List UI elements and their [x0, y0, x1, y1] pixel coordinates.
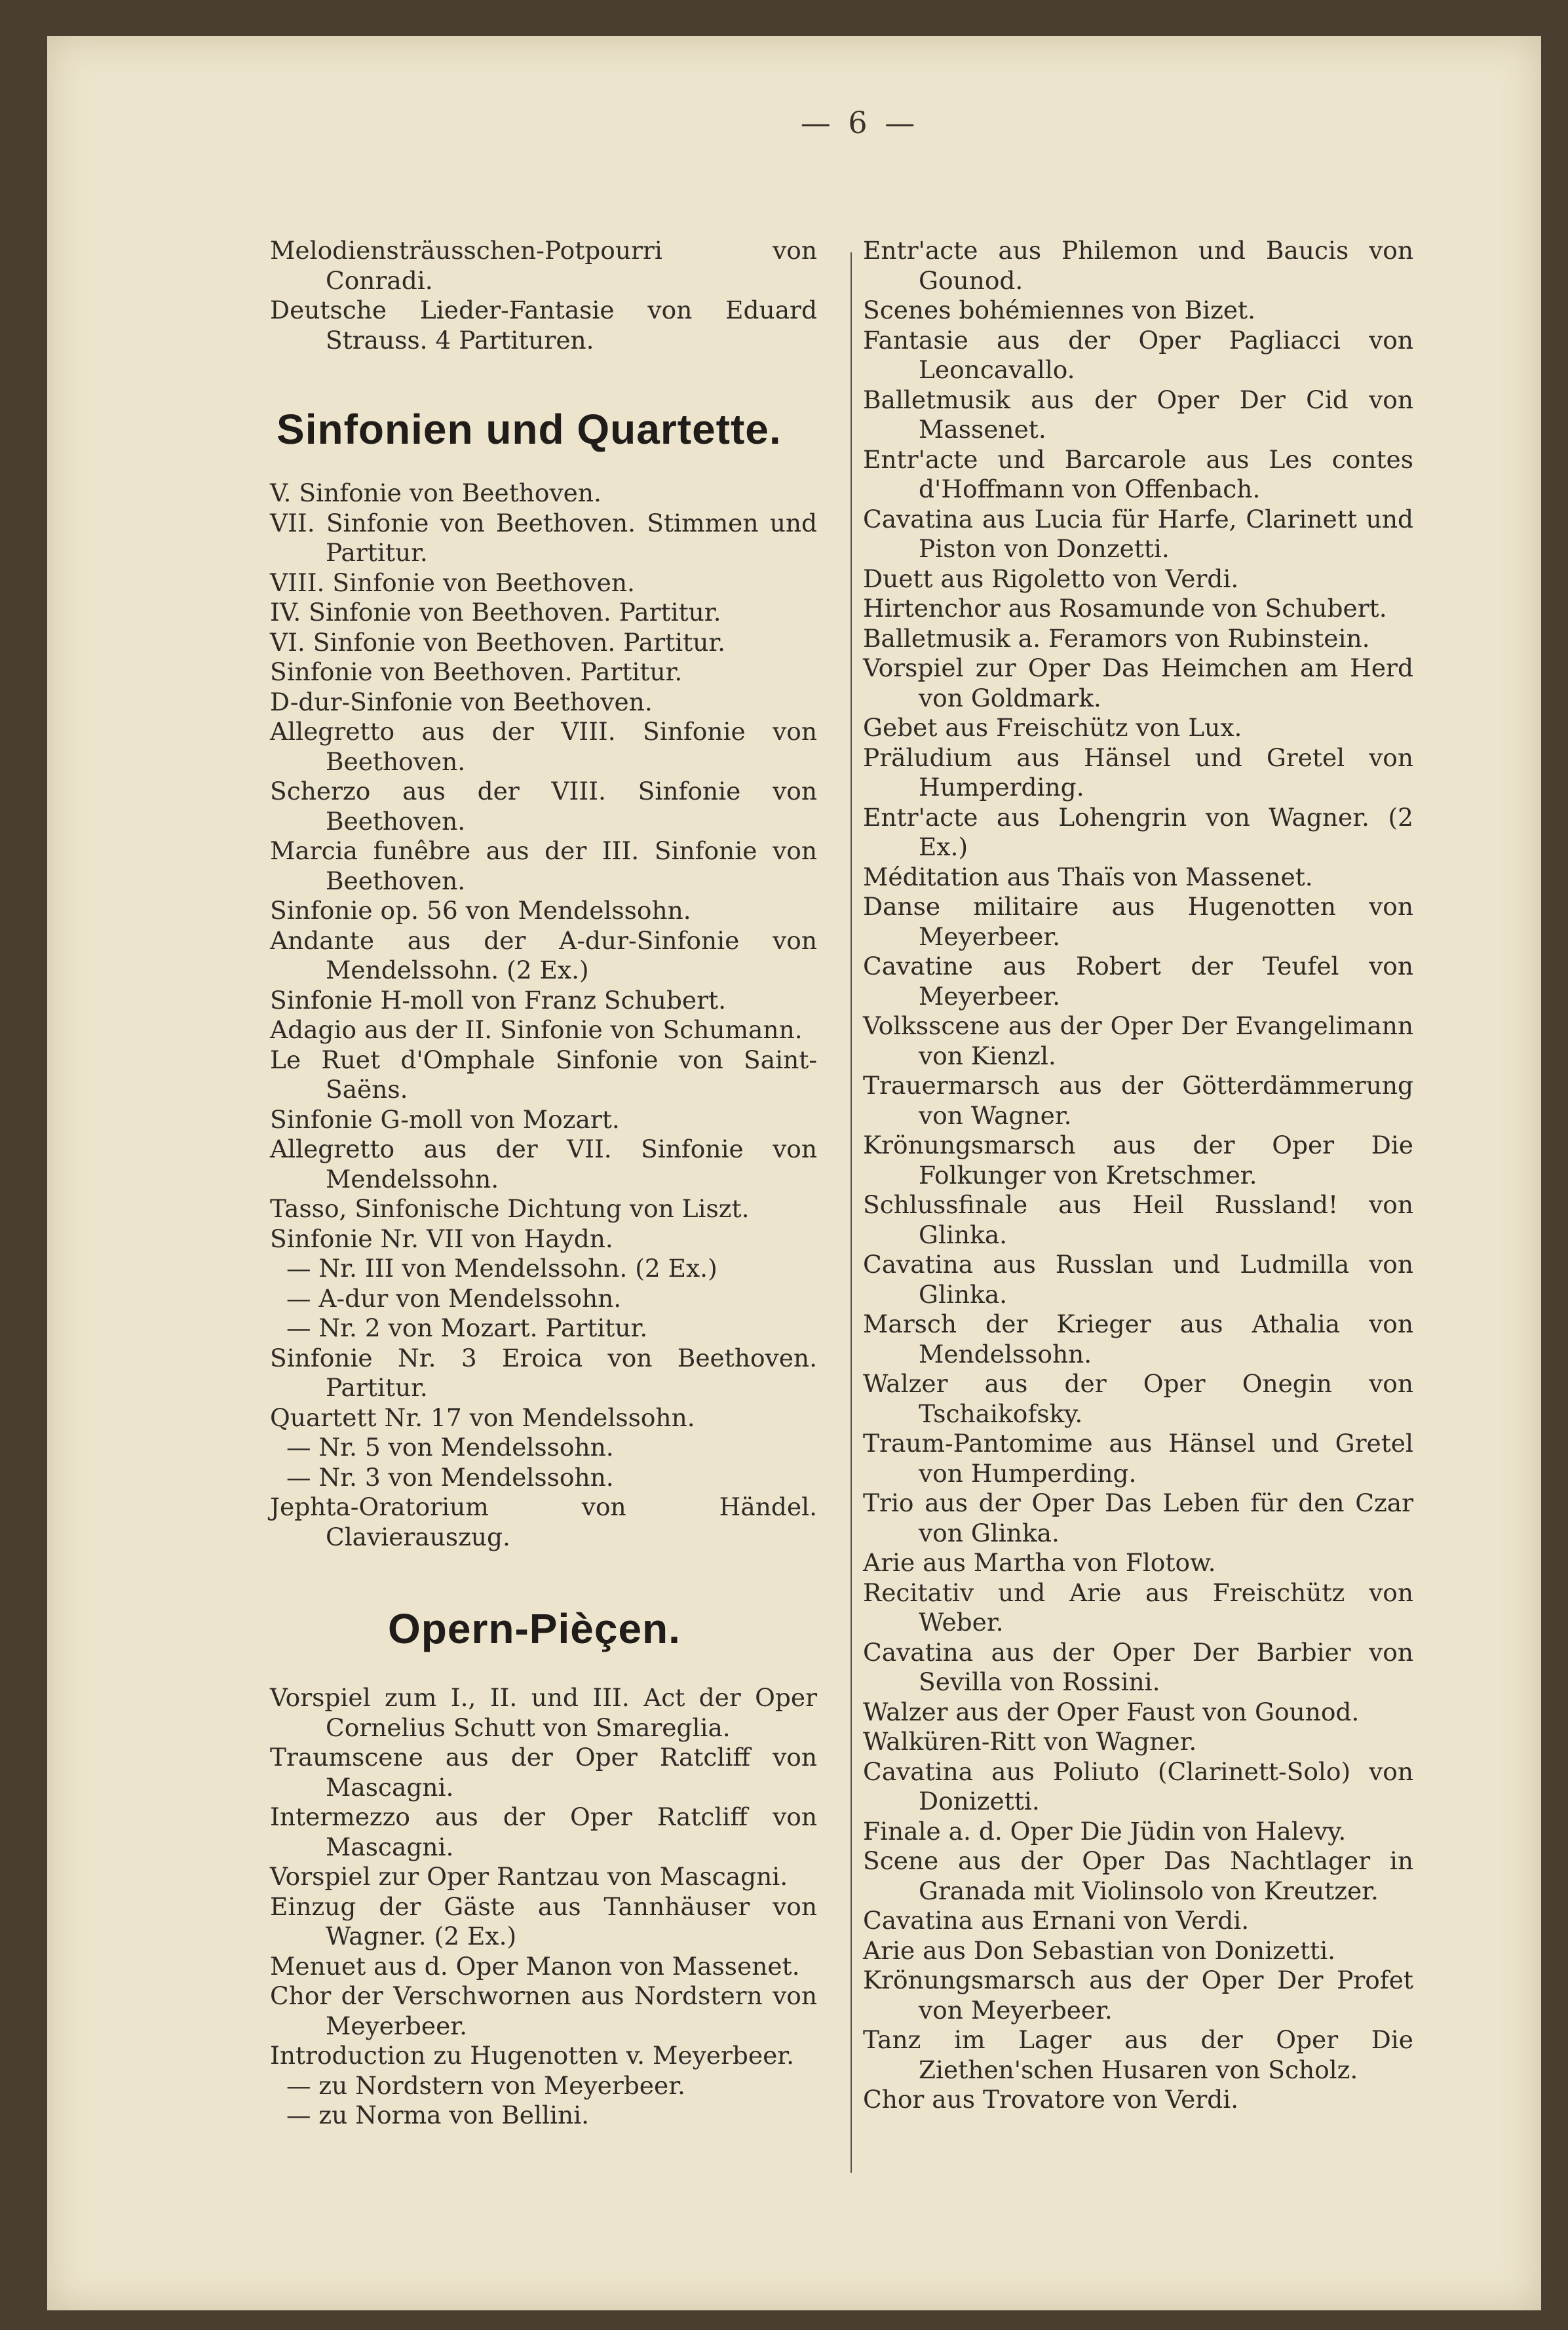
list-item: Andante aus der A-dur-Sinfonie von Mendelssohn. (2 Ex.) — [270, 925, 817, 984]
list-item: Deutsche Lieder-Fantasie von Eduard Strauss. 4 Partituren. — [270, 296, 817, 355]
list-item: Vorspiel zum I., II. und III. Act der Oper Cornelius Schutt von Smareglia. — [270, 1683, 817, 1742]
list-item: Krönungsmarsch aus der Oper Die Folkunger von Kretschmer. — [863, 1131, 1413, 1190]
left-column — [270, 236, 817, 2131]
list-item: Cavatine aus Robert der Teufel von Meyerbeer. — [863, 952, 1413, 1011]
list-item: Sinfonie von Beethoven. Partitur. — [270, 657, 683, 686]
list-item: Trio aus der Oper Das Leben für den Czar von Glinka. — [863, 1488, 1413, 1547]
list-item: Einzug der Gäste aus Tannhäuser von Wagner. (2 Ex.) — [270, 1892, 817, 1951]
list-item: Gebet aus Freischütz von Lux. — [863, 713, 1242, 742]
list-item: Jephta-Oratorium von Händel. Clavierauszug. — [270, 1492, 817, 1551]
list-item: Schlussfinale aus Heil Russland! von Glinka. — [863, 1190, 1413, 1249]
list-item: Tasso, Sinfonische Dichtung von Liszt. — [270, 1194, 750, 1223]
list-item: Sinfonie op. 56 von Mendelssohn. — [270, 896, 691, 925]
list-item: Introduction zu Hugenotten v. Meyerbeer. — [270, 2041, 795, 2070]
list-item: Quartett Nr. 17 von Mendelssohn. — [270, 1403, 695, 1432]
list-item: Intermezzo aus der Oper Ratcliff von Mascagni. — [270, 1802, 817, 1861]
section-heading-opern: Opern-Pièçen. — [388, 1605, 681, 1652]
list-item: — zu Nordstern von Meyerbeer. — [286, 2070, 685, 2100]
list-item: Präludium aus Hänsel und Gretel von Humperding. — [863, 743, 1413, 802]
list-item: Cavatina aus Poliuto (Clarinett-Solo) von Donizetti. — [863, 1757, 1413, 1815]
list-item: Vorspiel zur Oper Das Heimchen am Herd von Goldmark. — [863, 653, 1413, 712]
list-item: Scenes bohémiennes von Bizet. — [863, 296, 1256, 324]
section-heading-sinfonien: Sinfonien und Quartette. — [277, 406, 782, 453]
list-item: Balletmusik aus der Oper Der Cid von Massenet. — [863, 385, 1413, 444]
list-item: Traumscene aus der Oper Ratcliff von Mascagni. — [270, 1743, 817, 1802]
column-divider — [851, 252, 852, 2173]
list-item: Recitativ und Arie aus Freischütz von Weber. — [863, 1578, 1413, 1637]
list-item: Menuet aus d. Oper Manon von Massenet. — [270, 1951, 800, 1981]
list-item: Traum-Pantomime aus Hänsel und Gretel von Humperding. — [863, 1429, 1413, 1488]
list-item: Cavatina aus Ernani von Verdi. — [863, 1906, 1250, 1935]
list-item: — zu Norma von Bellini. — [286, 2101, 590, 2129]
list-item: VI. Sinfonie von Beethoven. Partitur. — [270, 627, 726, 657]
list-item: Walzer aus der Oper Onegin von Tschaikofsky. — [863, 1369, 1413, 1428]
list-item: Méditation aus Thaïs von Massenet. — [863, 862, 1313, 891]
list-item: Marsch der Krieger aus Athalia von Mendelssohn. — [863, 1310, 1413, 1369]
list-item: Arie aus Martha von Flotow. — [863, 1548, 1216, 1577]
list-item: Entr'acte und Barcarole aus Les contes d'Hoffmann von Offenbach. — [863, 444, 1413, 503]
book-page — [47, 36, 1541, 2310]
list-item: Scherzo aus der VIII. Sinfonie von Beethoven. — [270, 777, 817, 836]
list-item: — Nr. 5 von Mendelssohn. — [286, 1433, 614, 1462]
list-item: Duett aus Rigoletto von Verdi. — [863, 564, 1239, 593]
list-item: Volksscene aus der Oper Der Evangelimann von Kienzl. — [863, 1011, 1413, 1070]
list-item: Hirtenchor aus Rosamunde von Schubert. — [863, 594, 1387, 623]
list-item: Arie aus Don Sebastian von Donizetti. — [863, 1935, 1336, 1965]
list-item: — Nr. 2 von Mozart. Partitur. — [286, 1313, 648, 1342]
list-item: VII. Sinfonie von Beethoven. Stimmen und Partitur. — [270, 508, 817, 567]
list-item: Finale a. d. Oper Die Jüdin von Halevy. — [863, 1816, 1347, 1846]
list-item: Cavatina aus der Oper Der Barbier von Sevilla von Rossini. — [863, 1637, 1413, 1696]
opern-list — [270, 1683, 817, 2131]
list-item: Sinfonie H-moll von Franz Schubert. — [270, 985, 727, 1015]
list-item: Krönungsmarsch aus der Oper Der Profet von Meyerbeer. — [863, 1966, 1413, 2025]
page-number: — 6 — — [800, 105, 919, 140]
list-item: Walküren-Ritt von Wagner. — [863, 1727, 1197, 1756]
list-item: Vorspiel zur Oper Rantzau von Mascagni. — [270, 1862, 788, 1891]
intro-list — [270, 236, 817, 355]
list-item: Allegretto aus der VII. Sinfonie von Mendelssohn. — [270, 1135, 817, 1194]
list-item: Scene aus der Oper Das Nachtlager in Granada mit Violinsolo von Kreutzer. — [863, 1846, 1413, 1905]
list-item: — Nr. III von Mendelssohn. (2 Ex.) — [286, 1254, 717, 1283]
list-item: Tanz im Lager aus der Oper Die Ziethen'schen Husaren von Scholz. — [863, 2025, 1413, 2084]
list-item: Danse militaire aus Hugenotten von Meyerbeer. — [863, 892, 1413, 951]
list-item: Cavatina aus Lucia für Harfe, Clarinett und Piston von Donzetti. — [863, 504, 1413, 563]
list-item: Chor der Verschwornen aus Nordstern von Meyerbeer. — [270, 1981, 817, 2040]
list-item: Sinfonie Nr. VII von Haydn. — [270, 1224, 613, 1253]
right-column — [863, 236, 1413, 2115]
list-item: Marcia funêbre aus der III. Sinfonie von Beethoven. — [270, 836, 817, 895]
list-item: VIII. Sinfonie von Beethoven. — [270, 568, 635, 597]
list-item: Entr'acte aus Philemon und Baucis von Gounod. — [863, 236, 1413, 295]
list-item: Trauermarsch aus der Götterdämmerung von Wagner. — [863, 1071, 1413, 1130]
list-item: Chor aus Trovatore von Verdi. — [863, 2085, 1239, 2114]
list-item: Sinfonie Nr. 3 Eroica von Beethoven. Partitur. — [270, 1343, 817, 1402]
list-item: — A-dur von Mendelssohn. — [286, 1283, 622, 1313]
sinfonien-list — [270, 478, 817, 1552]
list-item: Melodiensträusschen-Potpourri von Conradi. — [270, 236, 817, 295]
list-item: Le Ruet d'Omphale Sinfonie von Saint-Saëns. — [270, 1045, 817, 1104]
list-item: IV. Sinfonie von Beethoven. Partitur. — [270, 598, 721, 627]
list-item: Allegretto aus der VIII. Sinfonie von Beethoven. — [270, 717, 817, 776]
list-item: — Nr. 3 von Mendelssohn. — [286, 1462, 614, 1492]
list-item: Fantasie aus der Oper Pagliacci von Leoncavallo. — [863, 325, 1413, 384]
list-item: Entr'acte aus Lohengrin von Wagner. (2 Ex.) — [863, 802, 1413, 861]
list-item: V. Sinfonie von Beethoven. — [270, 478, 602, 507]
list-item: Cavatina aus Russlan und Ludmilla von Glinka. — [863, 1250, 1413, 1309]
list-item: Balletmusik a. Feramors von Rubinstein. — [863, 623, 1370, 653]
list-item: Walzer aus der Oper Faust von Gounod. — [863, 1697, 1360, 1726]
list-item: Sinfonie G-moll von Mozart. — [270, 1104, 620, 1134]
list-item: Adagio aus der II. Sinfonie von Schumann. — [270, 1015, 803, 1044]
list-item: D-dur-Sinfonie von Beethoven. — [270, 687, 653, 716]
